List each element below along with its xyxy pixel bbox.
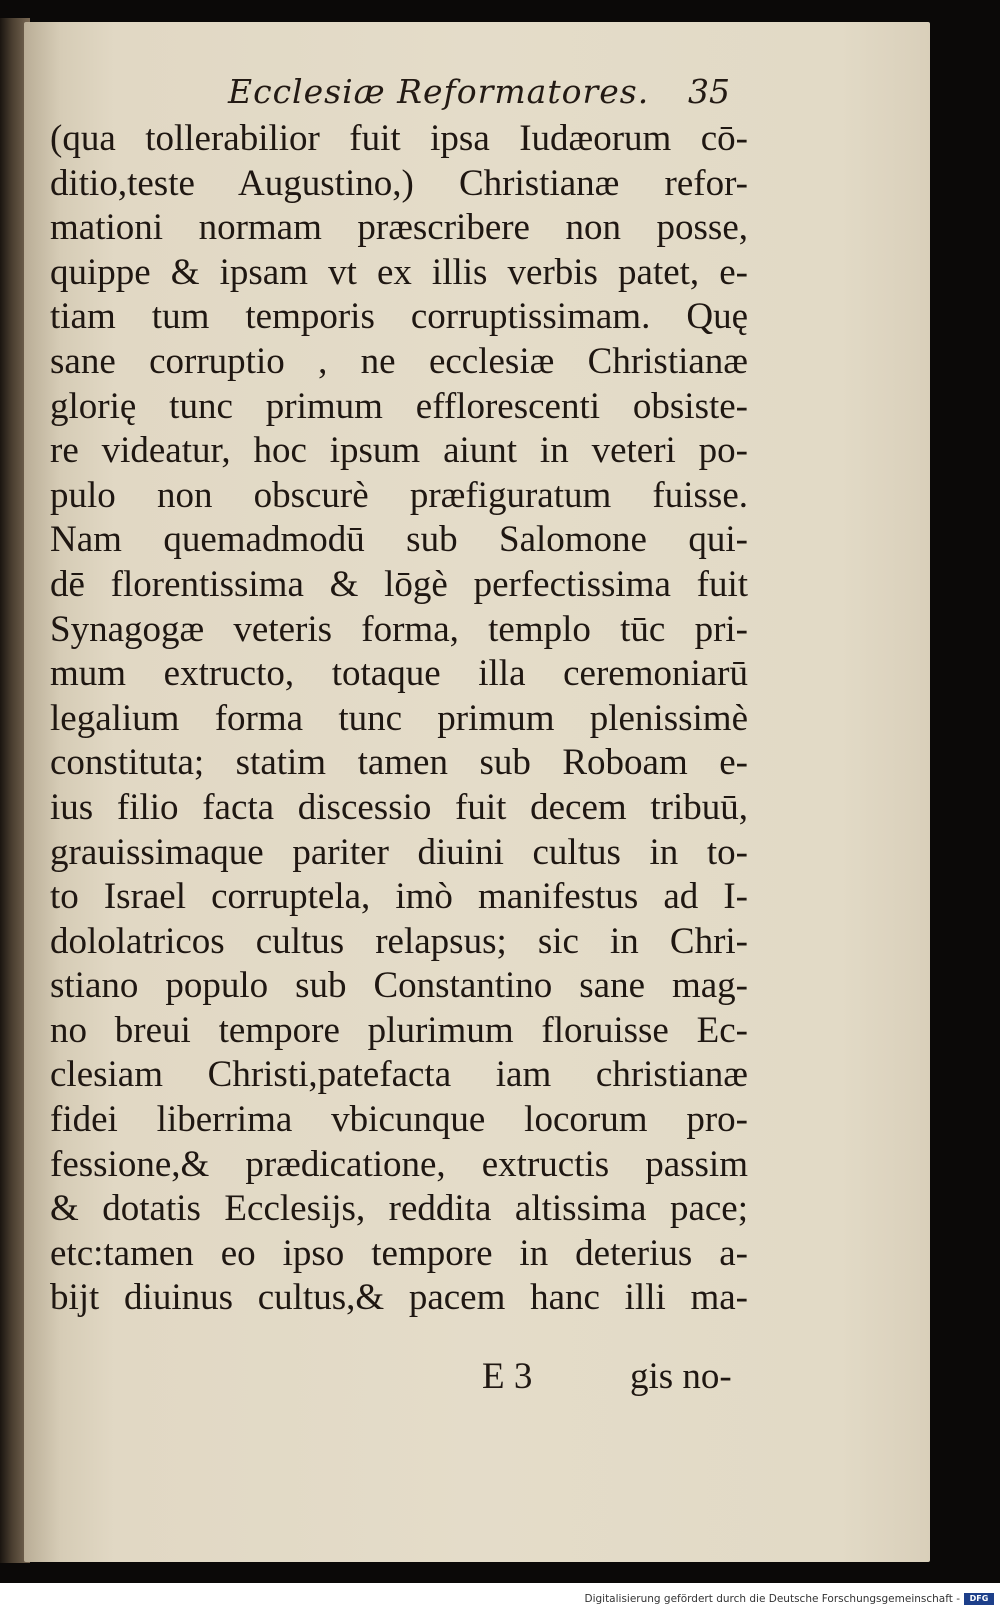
text-line: glorię tunc primum efflorescenti obsiste- [50,385,748,427]
dfg-logo: DFG [964,1593,994,1605]
text-line: ditio,teste Augustino,) Christianæ refor- [50,162,748,204]
text-line: re videatur, hoc ipsum aiunt in veteri po- [50,430,748,472]
text-line: fidei liberrima vbicunque locorum pro- [50,1099,748,1141]
text-line: quippe & ipsam vt ex illis verbis patet, e- [50,251,748,293]
body-text [50,117,770,1321]
text-line: ius filio facta discessio fuit decem tribuū, [50,786,748,828]
text-line: dē florentissima & lōgè perfectissima fuit [50,563,748,605]
text-line: mum extructo, totaque illa ceremoniarū [50,653,748,695]
catchword: gis no- [630,1356,732,1397]
text-line: (qua tollerabilior fuit ipsa Iudæorum cō- [50,118,748,159]
text-line: constituta; statim tamen sub Roboam e- [50,742,748,784]
text-line: grauissimaque pariter diuini cultus in to- [50,831,748,873]
running-head: Ecclesiæ Reformatores. [228,72,650,111]
text-line: stiano populo sub Constantino sane mag- [50,965,748,1007]
text-line: fessione,& prædicatione, extructis passim [50,1143,748,1185]
footer-credit: Digitalisierung gefördert durch die Deutsche Forschungsgemeinschaft - [584,1593,960,1605]
text-line: legalium forma tunc primum plenissimè [50,697,748,739]
text-line: pulo non obscurè præfiguratum fuisse. [50,474,748,516]
text-line: bijt diuinus cultus,& pacem hanc illi ma- [50,1277,748,1319]
page-number: 35 [688,72,730,111]
text-line: Nam quemadmodū sub Salomone qui- [50,519,748,561]
text-line: no breui tempore plurimum floruisse Ec- [50,1009,748,1051]
text-line: tiam tum temporis corruptissimam. Quę [50,296,748,338]
text-line: sane corruptio , ne ecclesiæ Christianæ [50,340,748,382]
text-line: & dotatis Ecclesijs, reddita altissima pace; [50,1188,748,1230]
text-line: dololatricos cultus relapsus; sic in Chri- [50,920,748,962]
text-line: Synagogæ veteris forma, templo tūc pri- [50,608,748,650]
signature-mark: E 3 [482,1356,533,1397]
text-line: etc:tamen eo ipso tempore in deterius a- [50,1232,748,1274]
text-line: to Israel corruptela, imò manifestus ad I- [50,876,748,918]
text-line: clesiam Christi,patefacta iam christianæ [50,1054,748,1096]
text-line: mationi normam præscribere non posse, [50,207,748,249]
